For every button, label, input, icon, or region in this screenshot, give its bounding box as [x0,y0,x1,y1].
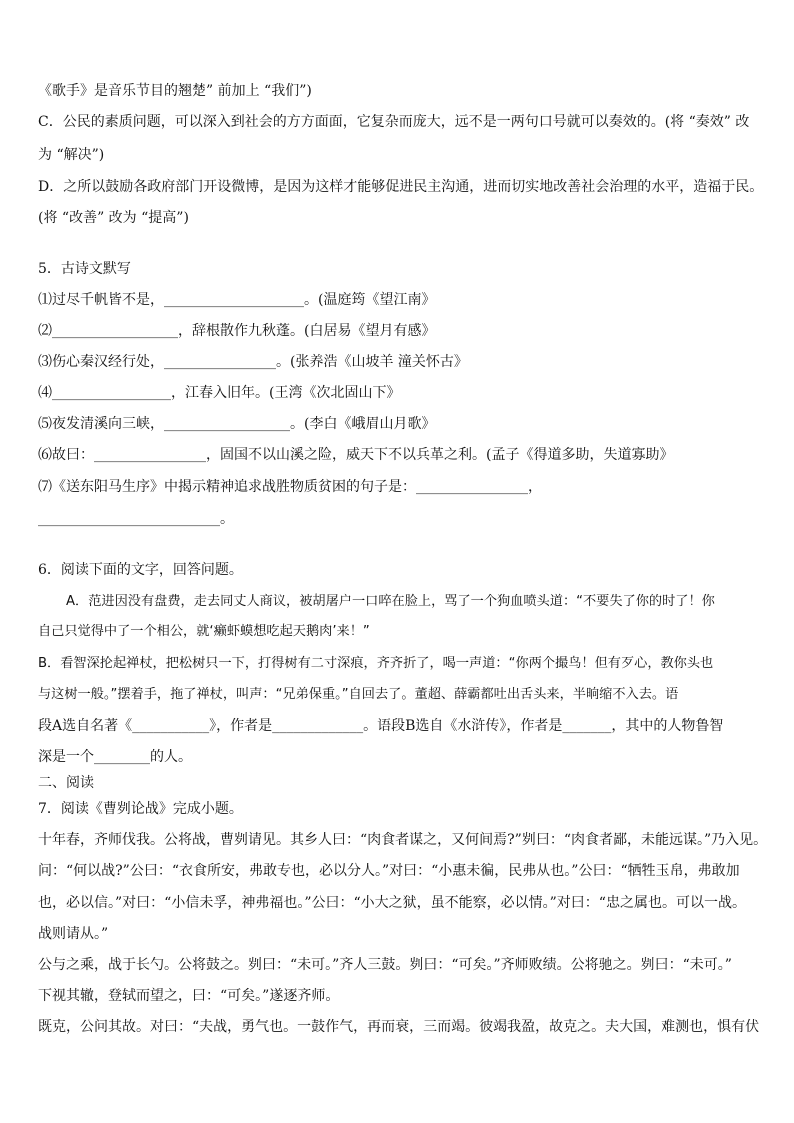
q6-question-line1: 段A选自名著《___________》，作者是_____________。语段B选自《水浒传》，作者是_______，其中的人物鲁智 [38,718,724,734]
q4-option-d-line2: (将 “改善” 改为 “提高”) [38,210,189,226]
q6-passage-b-line1: B．看智深抡起禅杖，把松树只一下，打得树有二寸深痕，齐齐折了，喝一声道：“你两个撮鸟！但有歹心，教你头也 [38,656,714,671]
q4-option-c-line2: 为 “解决”) [38,147,105,163]
q5-item-7: ⑺《送东阳马生序》中揭示精神追求战胜物质贫困的句子是：________________， [38,479,542,495]
q5-heading: 5．古诗文默写 [38,261,131,277]
q6-question-line2: 深是一个________的人。 [38,749,192,765]
q7-paragraph2-line1: 公与之乘，战于长勺。公将鼓之。刿曰：“未可。”齐人三鼓。刿曰：“可矣。”齐师败绩。公将驰之。刿曰：“未可。” [38,957,732,973]
q7-paragraph1-line4: 战则请从。” [38,926,109,942]
section-reading-heading: 二、阅读 [38,775,94,791]
q7-heading: 7．阅读《曹刿论战》完成小题。 [38,801,243,817]
q5-item-6: ⑹故曰：________________，固国不以山溪之险，威天下不以兵革之利。(孟子《得道多助，失道寡助》 [38,447,674,463]
q5-item-4: ⑷_________________，江春入旧年。(王湾《次北固山下》 [38,385,401,401]
q5-item-2: ⑵__________________，辞根散作九秋蓬。(白居易《望月有感》 [38,323,436,339]
q6-passage-b-line2: 与这树一般。”摆着手，拖了禅杖，叫声：“兄弟保重。”自回去了。董超、薛霸都吐出舌头来，半晌缩不入去。语 [38,687,679,702]
q5-item-1: ⑴过尽千帆皆不是，____________________。(温庭筠《望江南》 [38,292,436,308]
q7-paragraph2-line2: 下视其辙，登轼而望之，曰：“可矣。”遂逐齐师。 [38,988,340,1004]
q6-passage-a-line2: 自己只觉得中了一个相公，就‘癞虾蟆想吃起天鹅肉’来！” [38,624,370,639]
q7-paragraph1-line1: 十年春，齐师伐我。公将战，曹刿请见。其乡人曰：“肉食者谋之，又何间焉?”刿曰：“肉食者鄙，未能远谋。”乃入见。 [38,832,768,848]
q5-item-7-cont: __________________________。 [38,511,234,527]
q5-item-5: ⑸夜发清溪向三峡，__________________。(李白《峨眉山月歌》 [38,416,436,432]
q7-paragraph1-line3: 也，必以信。”对曰：“小信未孚，神弗福也。”公曰：“小大之狱，虽不能察，必以情。”对曰：“忠之属也。可以一战。 [38,895,746,911]
q4-option-c-line1: C．公民的素质问题，可以深入到社会的方方面面，它复杂而庞大，远不是一两句口号就可以奏效的。(将 “奏效” 改 [38,114,750,130]
q7-paragraph1-line2: 问：“何以战?”公曰：“衣食所安，弗敢专也，必以分人。”对曰：“小惠未徧，民弗从也。”公曰：“牺牲玉帛，弗敢加 [38,863,740,879]
q4-option-d-line1: D．之所以鼓励各政府部门开设微博，是因为这样才能够促进民主沟通，进而切实地改善社会治理的水平，造福于民。 [38,179,764,195]
q6-passage-a-line1: A．范进因没有盘费，走去同丈人商议，被胡屠户一口啐在脸上，骂了一个狗血喷头道：“不要失了你的时了！你 [66,594,715,609]
q6-heading: 6．阅读下面的文字，回答问题。 [38,562,243,578]
q4-b-tail: 《歌手》是音乐节目的翘楚” 前加上 “我们”) [38,83,312,99]
q7-paragraph3-line1: 既克，公问其故。对曰：“夫战，勇气也。一鼓作气，再而衰，三而竭。彼竭我盈，故克之。夫大国，难测也，惧有伏 [38,1019,760,1035]
q5-item-3: ⑶伤心秦汉经行处，________________。(张养浩《山坡羊 潼关怀古》 [38,354,468,370]
